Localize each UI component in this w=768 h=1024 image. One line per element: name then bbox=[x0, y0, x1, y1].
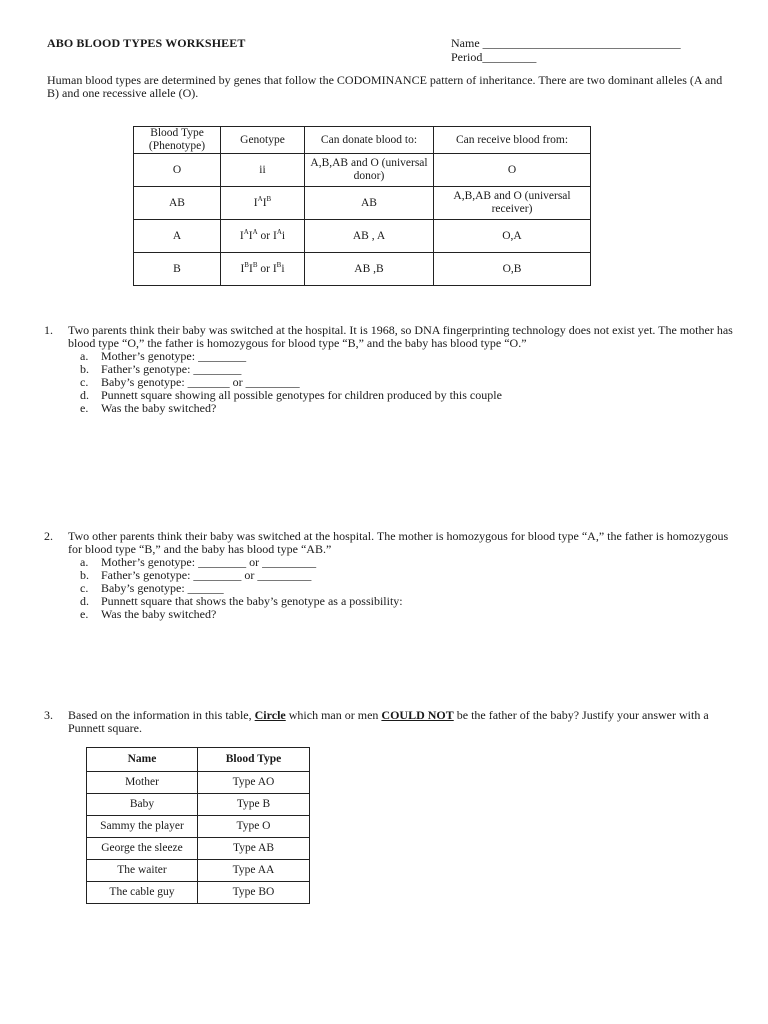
item-letter: d. bbox=[80, 388, 89, 402]
text-segment: be the father of the baby? Justify your answer with a Punnett square. bbox=[68, 708, 709, 735]
sub-question-list bbox=[68, 350, 734, 415]
item-text: Baby’s genotype: _______ or _________ bbox=[101, 375, 300, 389]
name-cell: George the sleeze bbox=[87, 838, 198, 860]
blood-type-table bbox=[133, 126, 591, 286]
allele: I bbox=[248, 262, 253, 275]
header-cell: Name bbox=[87, 748, 198, 772]
item-letter: c. bbox=[80, 581, 89, 595]
item-letter: c. bbox=[80, 375, 89, 389]
allele-sup: B bbox=[244, 260, 249, 269]
question-text: Two other parents think their baby was switched at the hospital. The mother is homozygous for blood type “A,” the father is homozygous for blood type “B,” and the baby has blood type “AB.” bbox=[68, 529, 729, 556]
genotype-cell bbox=[221, 253, 305, 286]
table-header-row bbox=[134, 127, 591, 154]
donate-cell: AB , A bbox=[305, 220, 434, 253]
table-row bbox=[134, 187, 591, 220]
allele-sup: B bbox=[276, 260, 282, 269]
item-text: Mother’s genotype: ________ bbox=[101, 349, 247, 363]
receive-cell: A,B,AB and O (universal receiver) bbox=[434, 187, 591, 220]
item-text: Father’s genotype: ________ bbox=[101, 362, 242, 376]
donate-cell: AB ,B bbox=[305, 253, 434, 286]
genotype-cell bbox=[221, 220, 305, 253]
question-3 bbox=[44, 709, 734, 735]
type-cell: Type AA bbox=[198, 860, 310, 882]
receive-cell: O,A bbox=[434, 220, 591, 253]
list-item bbox=[68, 608, 734, 621]
question-text: Two parents think their baby was switched at the hospital. It is 1968, so DNA fingerprinting technology does not exist yet. The mother has blood type “O,” the father is homozygous for blood type “B,” and the baby has blood type “O.” bbox=[68, 323, 733, 350]
name-cell: Sammy the player bbox=[87, 816, 198, 838]
item-letter: a. bbox=[80, 555, 89, 569]
table-row bbox=[87, 838, 310, 860]
or-text: or bbox=[257, 262, 273, 275]
allele: I bbox=[253, 196, 258, 209]
item-letter: a. bbox=[80, 349, 89, 363]
name-cell: The cable guy bbox=[87, 882, 198, 904]
table-row bbox=[134, 253, 591, 286]
header-cell: Blood Type bbox=[198, 748, 310, 772]
question-number: 2. bbox=[44, 529, 53, 543]
receive-cell: O,B bbox=[434, 253, 591, 286]
allele-sup: B bbox=[266, 194, 272, 203]
phenotype-cell: B bbox=[134, 253, 221, 286]
question-2 bbox=[44, 530, 734, 621]
allele: I bbox=[240, 262, 245, 275]
list-item bbox=[68, 402, 734, 415]
name-cell: The waiter bbox=[87, 860, 198, 882]
item-text: Baby’s genotype: ______ bbox=[101, 581, 224, 595]
type-cell: Type O bbox=[198, 816, 310, 838]
allele: i bbox=[281, 262, 285, 275]
question-number: 1. bbox=[44, 323, 53, 337]
item-letter: d. bbox=[80, 594, 89, 608]
header-cell: Can donate blood to: bbox=[305, 127, 434, 154]
type-cell: Type B bbox=[198, 794, 310, 816]
table-row bbox=[87, 816, 310, 838]
item-text: Punnett square showing all possible genotypes for children produced by this couple bbox=[101, 388, 502, 402]
allele: I bbox=[272, 262, 277, 275]
allele-sup: B bbox=[252, 260, 258, 269]
allele: I bbox=[273, 229, 277, 242]
type-cell: Type AB bbox=[198, 838, 310, 860]
item-letter: b. bbox=[80, 568, 89, 582]
item-text: Punnett square that shows the baby’s genotype as a possibility: bbox=[101, 594, 403, 608]
item-letter: e. bbox=[80, 401, 89, 415]
table-row bbox=[134, 154, 591, 187]
type-cell: Type AO bbox=[198, 772, 310, 794]
receive-cell: O bbox=[434, 154, 591, 187]
worksheet-title: ABO BLOOD TYPES WORKSHEET bbox=[47, 36, 246, 50]
allele: i bbox=[281, 229, 286, 242]
header-cell: Can receive blood from: bbox=[434, 127, 591, 154]
question-1 bbox=[44, 324, 734, 415]
text-segment: which man or men bbox=[285, 708, 382, 722]
phenotype-cell: O bbox=[134, 154, 221, 187]
header-cell: Blood Type (Phenotype) bbox=[134, 127, 221, 154]
phenotype-cell: AB bbox=[134, 187, 221, 220]
genotype-cell: ii bbox=[221, 154, 305, 187]
item-text: Mother’s genotype: ________ or _________ bbox=[101, 555, 317, 569]
allele-sup: A bbox=[243, 227, 249, 236]
item-text: Was the baby switched? bbox=[101, 607, 217, 621]
or-text: or bbox=[257, 229, 274, 242]
allele-sup: A bbox=[276, 227, 282, 236]
item-letter: e. bbox=[80, 607, 89, 621]
intro-paragraph: Human blood types are determined by genes that follow the CODOMINANCE pattern of inheritance. There are two dominant alleles (A and B) and one recessive allele (O). bbox=[47, 73, 723, 100]
allele-sup: A bbox=[257, 194, 263, 203]
name-cell: Baby bbox=[87, 794, 198, 816]
header-cell: Genotype bbox=[221, 127, 305, 154]
text-segment: Based on the information in this table, bbox=[68, 708, 255, 722]
name-period-fields bbox=[451, 36, 681, 64]
table-row bbox=[87, 882, 310, 904]
father-candidates-table bbox=[86, 747, 310, 904]
type-cell: Type BO bbox=[198, 882, 310, 904]
allele-sup: A bbox=[252, 227, 258, 236]
table-row bbox=[87, 772, 310, 794]
donate-cell: A,B,AB and O (universal donor) bbox=[305, 154, 434, 187]
genotype-cell bbox=[221, 187, 305, 220]
donate-cell: AB bbox=[305, 187, 434, 220]
item-text: Was the baby switched? bbox=[101, 401, 217, 415]
could-not-emphasis: COULD NOT bbox=[381, 708, 454, 722]
allele: I bbox=[248, 229, 253, 242]
item-text: Father’s genotype: ________ or _________ bbox=[101, 568, 312, 582]
table-row bbox=[87, 860, 310, 882]
question-number: 3. bbox=[44, 708, 53, 722]
question-text bbox=[68, 709, 734, 735]
allele: I bbox=[239, 229, 244, 242]
item-letter: b. bbox=[80, 362, 89, 376]
phenotype-cell: A bbox=[134, 220, 221, 253]
name-cell: Mother bbox=[87, 772, 198, 794]
table-header-row bbox=[87, 748, 310, 772]
sub-question-list bbox=[68, 556, 734, 621]
table-row bbox=[134, 220, 591, 253]
name-field[interactable]: Name _________________________________ bbox=[451, 36, 681, 50]
allele: I bbox=[262, 196, 267, 209]
period-field[interactable]: Period_________ bbox=[451, 50, 537, 64]
circle-emphasis: Circle bbox=[254, 708, 286, 722]
table-row bbox=[87, 794, 310, 816]
